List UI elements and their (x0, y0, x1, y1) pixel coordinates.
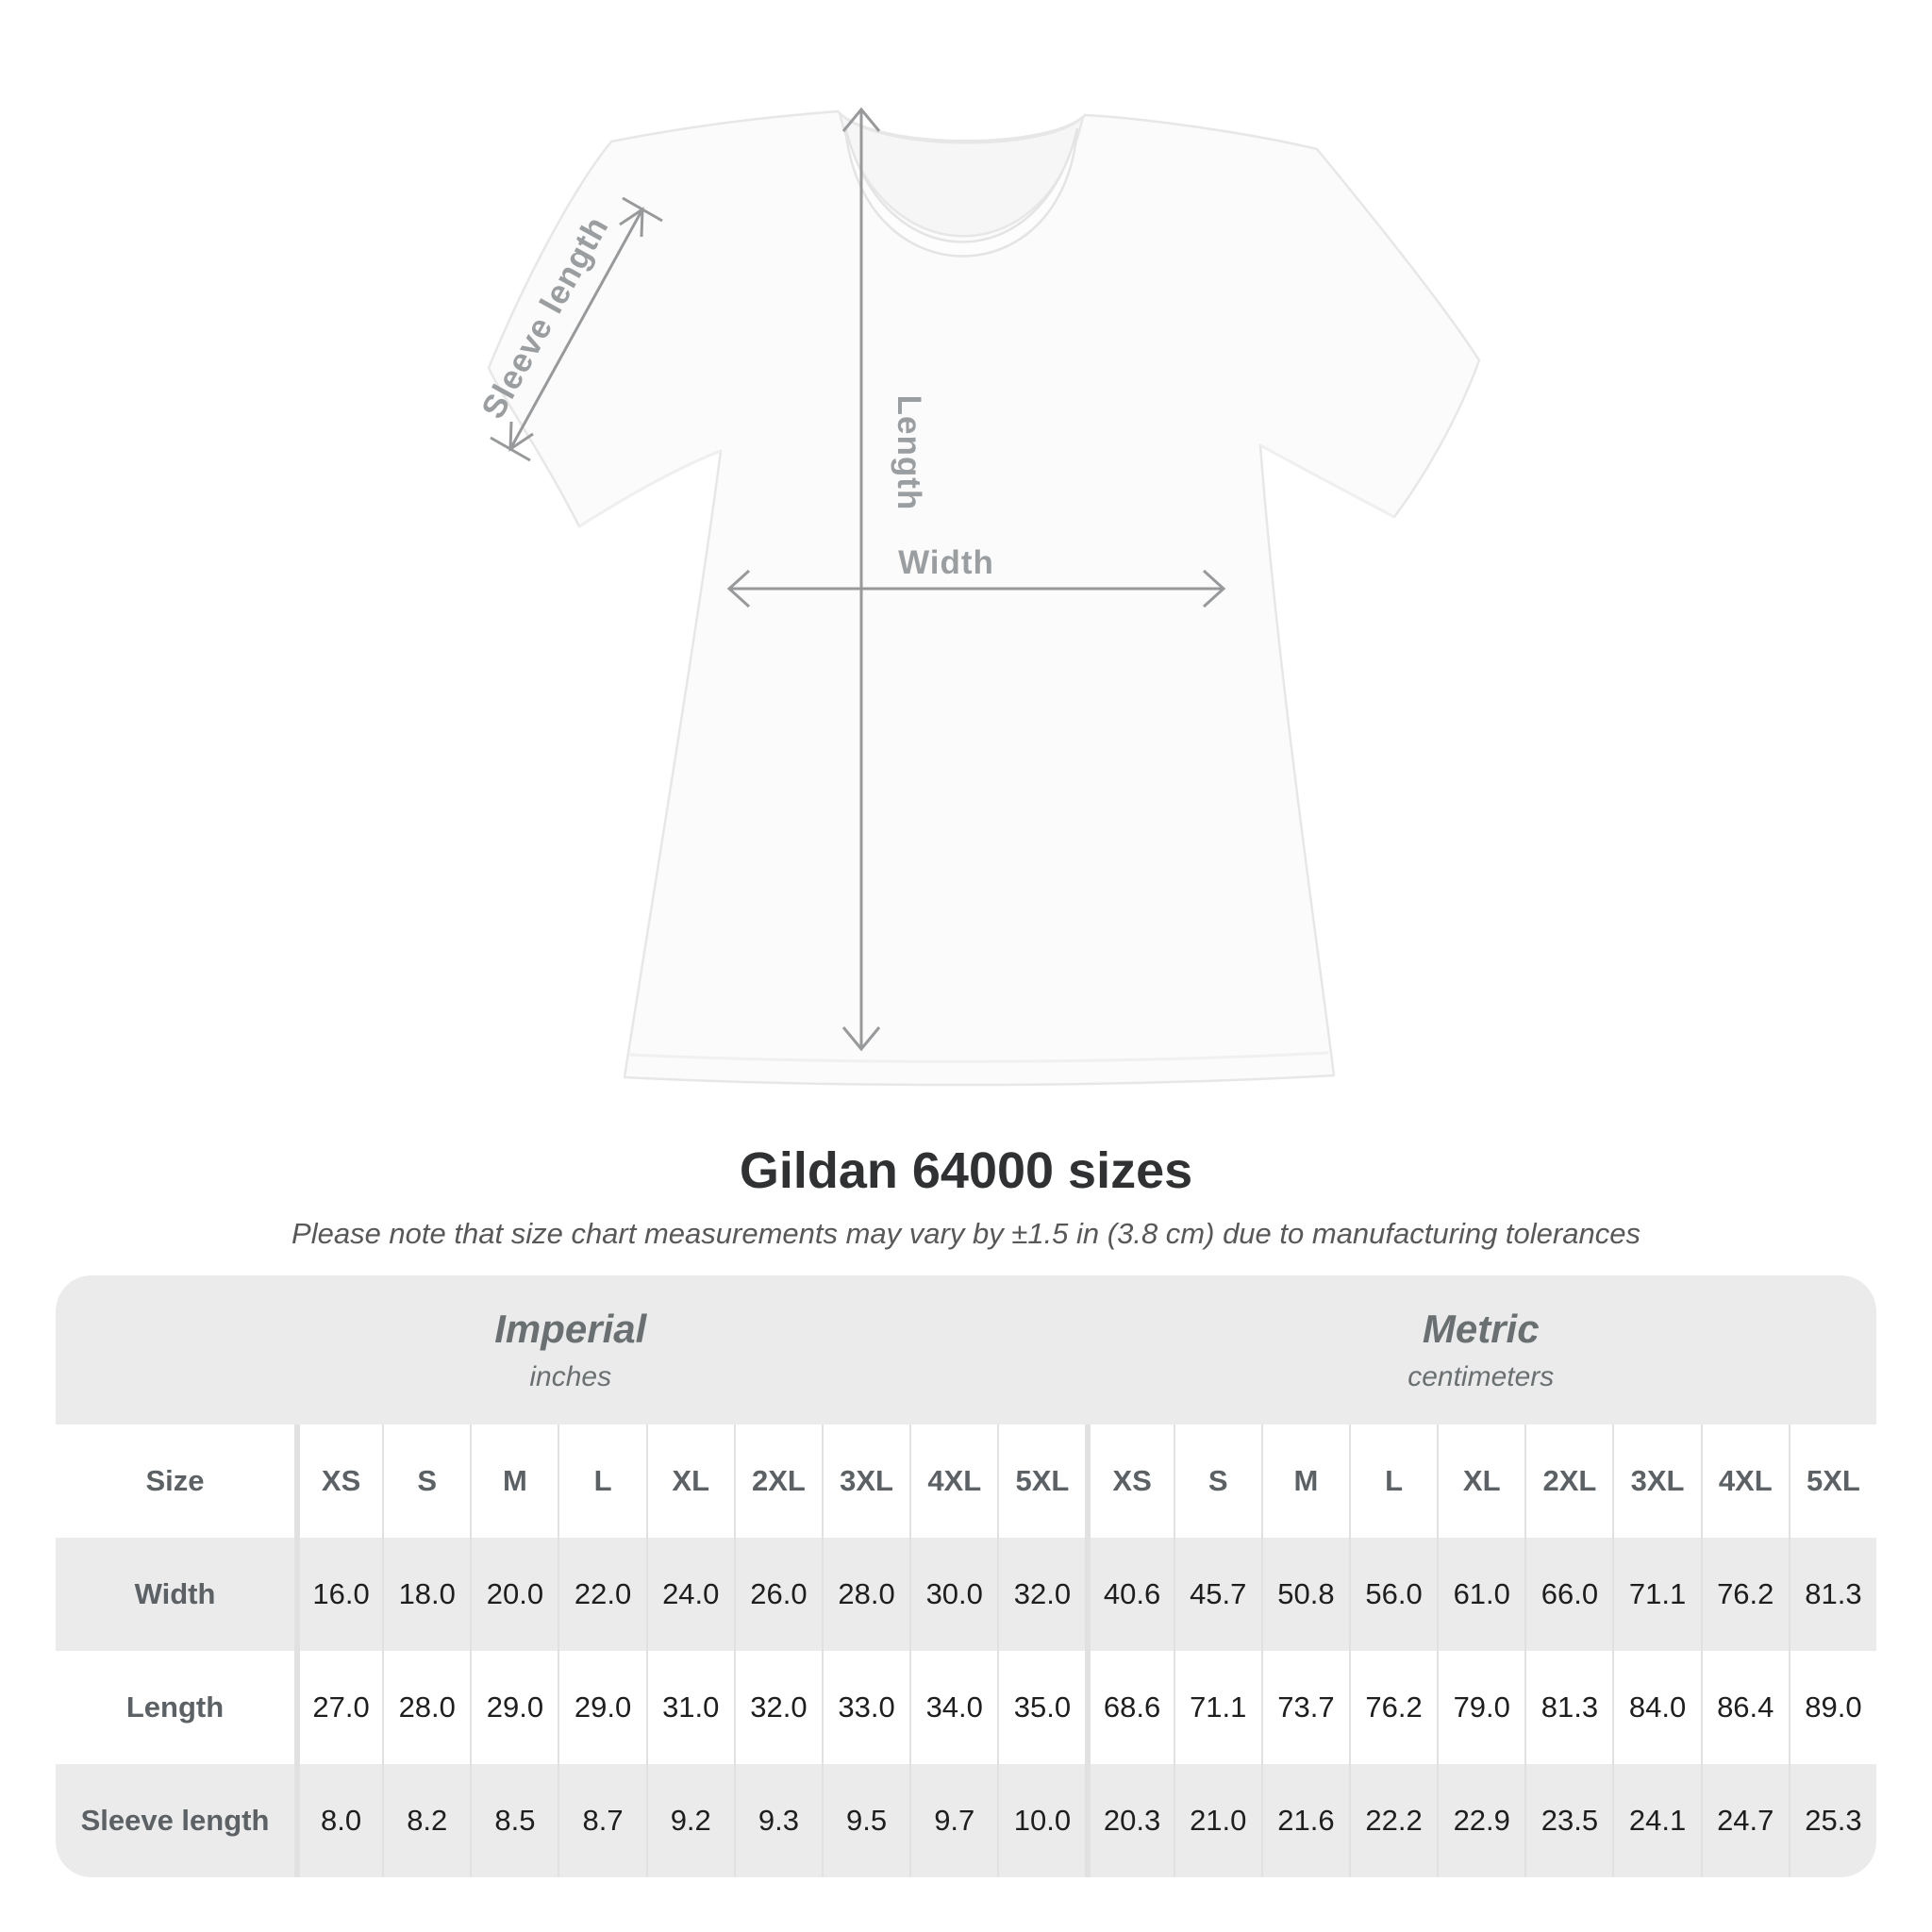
width-value-cell: 16.0 (294, 1538, 382, 1651)
imperial-label: Imperial (494, 1307, 647, 1351)
sleeve-value-cell: 20.3 (1085, 1764, 1173, 1877)
imperial-unit: inches (529, 1361, 612, 1392)
sleeve-value-cell: 9.7 (909, 1764, 997, 1877)
size-table (56, 1275, 1876, 1877)
length-value-cell: 34.0 (909, 1651, 997, 1764)
size-col-header: S (1174, 1424, 1261, 1538)
sleeve-value-cell: 21.0 (1174, 1764, 1261, 1877)
width-value-cell: 76.2 (1701, 1538, 1789, 1651)
size-col-header: 4XL (909, 1424, 997, 1538)
length-value-cell: 79.0 (1437, 1651, 1524, 1764)
size-col-header: 5XL (1789, 1424, 1876, 1538)
width-value-cell: 24.0 (646, 1538, 734, 1651)
metric-group-header (1085, 1275, 1876, 1424)
length-value-cell: 31.0 (646, 1651, 734, 1764)
length-value-cell: 33.0 (822, 1651, 909, 1764)
length-value-cell: 81.3 (1524, 1651, 1612, 1764)
size-col-header: XS (1085, 1424, 1173, 1538)
width-value-cell: 30.0 (909, 1538, 997, 1651)
length-label: Length (891, 394, 927, 511)
sleeve-value-cell: 8.0 (294, 1764, 382, 1877)
row-label-width: Width (134, 1577, 216, 1610)
tolerance-note: Please note that size chart measurements may vary by ±1.5 in (3.8 cm) due to manufacturing tolerances (291, 1217, 1641, 1250)
length-value-cell: 68.6 (1085, 1651, 1173, 1764)
row-label-length: Length (56, 1651, 294, 1764)
sleeve-length-label: Sleeve length (475, 209, 616, 425)
imperial-group-header (56, 1275, 1085, 1424)
sleeve-value-cell: 24.1 (1612, 1764, 1700, 1877)
width-label: Width (898, 544, 994, 581)
length-value-cell: 32.0 (734, 1651, 822, 1764)
width-value-cell: 18.0 (382, 1538, 470, 1651)
sleeve-value-cell: 22.9 (1437, 1764, 1524, 1877)
width-value-cell: 50.8 (1261, 1538, 1349, 1651)
length-value-cell: 29.0 (558, 1651, 645, 1764)
sleeve-value-cell: 21.6 (1261, 1764, 1349, 1877)
size-col-header: 5XL (997, 1424, 1085, 1538)
size-col-header: 3XL (1612, 1424, 1700, 1538)
size-col-header: 2XL (734, 1424, 822, 1538)
row-label-sleeve-length: Sleeve length (80, 1804, 270, 1837)
sleeve-value-cell: 9.2 (646, 1764, 734, 1877)
width-value-cell: 61.0 (1437, 1538, 1524, 1651)
length-value-cell: 86.4 (1701, 1651, 1789, 1764)
length-value-cell: 71.1 (1174, 1651, 1261, 1764)
width-value-cell: 40.6 (1085, 1538, 1173, 1651)
width-value-cell: 45.7 (1174, 1538, 1261, 1651)
length-value-cell: 27.0 (294, 1651, 382, 1764)
width-value-cell: 20.0 (470, 1538, 558, 1651)
width-value-cell: 32.0 (997, 1538, 1085, 1651)
size-col-header: 2XL (1524, 1424, 1612, 1538)
length-value-cell: 73.7 (1261, 1651, 1349, 1764)
tshirt-graphic (489, 111, 1479, 1085)
length-value-cell: 29.0 (470, 1651, 558, 1764)
sleeve-value-cell: 9.3 (734, 1764, 822, 1877)
size-col-header: XL (646, 1424, 734, 1538)
length-value-cell: 89.0 (1789, 1651, 1876, 1764)
sleeve-value-cell: 8.2 (382, 1764, 470, 1877)
size-col-header: M (470, 1424, 558, 1538)
length-value-cell: 35.0 (997, 1651, 1085, 1764)
sleeve-value-cell: 25.3 (1789, 1764, 1876, 1877)
sleeve-value-cell: 24.7 (1701, 1764, 1789, 1877)
size-col-header: 4XL (1701, 1424, 1789, 1538)
length-value-cell: 76.2 (1349, 1651, 1437, 1764)
metric-label: Metric (1422, 1307, 1540, 1351)
width-value-cell: 22.0 (558, 1538, 645, 1651)
width-value-cell: 28.0 (822, 1538, 909, 1651)
width-value-cell: 66.0 (1524, 1538, 1612, 1651)
size-col-header: 3XL (822, 1424, 909, 1538)
width-value-cell: 71.1 (1612, 1538, 1700, 1651)
sleeve-value-cell: 10.0 (997, 1764, 1085, 1877)
sleeve-value-cell: 8.5 (470, 1764, 558, 1877)
width-value-cell: 26.0 (734, 1538, 822, 1651)
width-value-cell: 81.3 (1789, 1538, 1876, 1651)
size-col-header: L (1349, 1424, 1437, 1538)
sleeve-value-cell: 9.5 (822, 1764, 909, 1877)
sleeve-value-cell: 23.5 (1524, 1764, 1612, 1877)
width-value-cell: 56.0 (1349, 1538, 1437, 1651)
sleeve-value-cell: 22.2 (1349, 1764, 1437, 1877)
metric-unit: centimeters (1407, 1361, 1555, 1392)
size-header: Size (56, 1424, 294, 1538)
page-title: Gildan 64000 sizes (739, 1142, 1193, 1199)
sleeve-value-cell: 8.7 (558, 1764, 645, 1877)
size-col-header: XS (294, 1424, 382, 1538)
size-col-header: L (558, 1424, 645, 1538)
size-col-header: S (382, 1424, 470, 1538)
length-value-cell: 84.0 (1612, 1651, 1700, 1764)
size-col-header: M (1261, 1424, 1349, 1538)
size-col-header: XL (1437, 1424, 1524, 1538)
length-value-cell: 28.0 (382, 1651, 470, 1764)
